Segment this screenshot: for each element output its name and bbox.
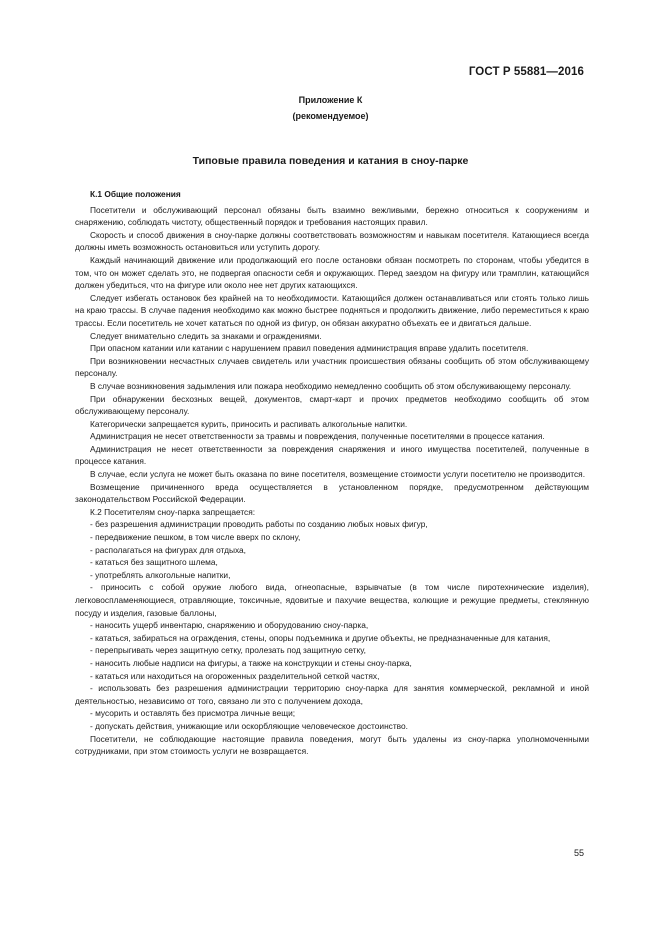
paragraph: Администрация не несет ответственности за травмы и повреждения, полученные посетителями в процессе катания. <box>90 431 545 442</box>
paragraph: Следует внимательно следить за знаками и ограждениями. <box>90 330 322 341</box>
paragraph: Администрация не несет ответственности за повреждения снаряжения и иного имущества посетителей, полученные в процессе катания. <box>75 443 589 467</box>
paragraph: В случае, если услуга не может быть оказана по вине посетителя, возмещение стоимости услуги посетителю не производится. <box>90 469 586 480</box>
list-item: - приносить с собой оружие любого вида, огнеопасные, взрывчатые (в том числе пиротехнические изделия), легковоспламеняющиеся, отравляющие, токсичные, ядовитые и пахучие вещества, колющие и режущие предметы, стеклянную посуду и изделия, газовые баллоны, <box>75 582 589 618</box>
paragraph: При обнаружении бесхозных вещей, документов, смарт-карт и прочих предметов необходимо сообщить об этом обслуживающему персоналу. <box>75 393 589 417</box>
paragraph: Категорически запрещается курить, приносить и распивать алкогольные напитки. <box>90 418 408 429</box>
annex-title: Типовые правила поведения и катания в сноу-парке <box>192 155 469 167</box>
page-number: 55 <box>573 848 584 858</box>
section-heading-k1: К.1 Общие положения <box>90 189 181 199</box>
closing-paragraph: Посетители, не соблюдающие настоящие правила поведения, могут быть удалены из сноу-парка уполномоченными сотрудниками, при этом стоимость услуги не возвращается. <box>75 733 589 757</box>
list-item: - допускать действия, унижающие или оскорбляющие человеческое достоинство. <box>90 720 408 731</box>
section-heading-k2: К.2 Посетителям сноу-парка запрещается: <box>90 506 256 517</box>
paragraph: Посетители и обслуживающий персонал обязаны быть взаимно вежливыми, бережно относиться к сооружениям и снаряжению, соблюдать чистоту, общественный порядок и требования настоящих правил. <box>75 204 589 228</box>
paragraph: Скорость и способ движения в сноу-парке должны соответствовать возможностям и навыкам посетителя. Катающиеся всегда должны иметь возможность остановиться или уступить дорогу. <box>75 229 589 253</box>
list-item: - наносить любые надписи на фигуры, а также на конструкции и стены сноу-парка, <box>90 657 412 668</box>
paragraph: Следует избегать остановок без крайней на то необходимости. Катающийся должен останавливаться или стоять только лишь на краю трассы. В случае падения необходимо как можно быстрее подняться и продолжить движение, либо переместиться к краю трассы. Если посетитель не хочет кататься по одной из фигур, он обязан аккуратно объехать ее и двигаться дальше. <box>75 292 589 328</box>
list-item: - кататься или находиться на огороженных разделительной сеткой частях, <box>90 670 380 681</box>
paragraph: Каждый начинающий движение или продолжающий его после остановки обязан посмотреть по сторонам, чтобы убедится в том, что он может сделать это, не подвергая опасности себя и окружающих. Перед заездом на фигуру или трамплин, катающийся должен убедиться, что на фигуре или около нее нет других катающихся. <box>75 254 589 291</box>
paragraph: В случае возникновения задымления или пожара необходимо немедленно сообщить об этом обслуживающему персоналу. <box>90 380 572 391</box>
list-item: - употреблять алкогольные напитки, <box>90 569 231 580</box>
list-item: - использовать без разрешения администрации территорию сноу-парка для занятия коммерческой, рекламной и иной деятельностью, независимо от того, связано ли это с получением дохода, <box>75 683 589 706</box>
document-body <box>75 188 589 758</box>
list-item: - кататься без защитного шлема, <box>90 557 218 568</box>
list-item: - наносить ущерб инвентарю, снаряжению и оборудованию сноу-парка, <box>90 620 369 631</box>
annex-label: Приложение К <box>298 95 363 105</box>
paragraph: Возмещение причиненного вреда осуществляется в установленном порядке, предусмотренном действующим законодательством Российской Федерации. <box>75 481 589 505</box>
list-item: - мусорить и оставлять без присмотра личные вещи; <box>90 708 296 719</box>
list-item: - располагаться на фигурах для отдыха, <box>90 544 246 555</box>
list-item: - кататься, забираться на ограждения, стены, опоры подъемника и другие объекты, не предназначенные для катания, <box>90 632 551 643</box>
standard-number: ГОСТ Р 55881—2016 <box>468 66 584 78</box>
list-item: - без разрешения администрации проводить работы по созданию любых новых фигур, <box>90 519 428 530</box>
paragraph: При возникновении несчастных случаев свидетель или участник происшествия обязаны сообщить об этом обслуживающему персоналу. <box>75 355 589 379</box>
list-item: - передвижение пешком, в том числе вверх по склону, <box>90 532 301 543</box>
paragraph: При опасном катании или катании с нарушением правил поведения администрация вправе удалить посетителя. <box>90 343 529 354</box>
list-item: - перепрыгивать через защитную сетку, пролезать под защитную сетку, <box>90 645 366 656</box>
annex-status: (рекомендуемое) <box>292 111 369 121</box>
